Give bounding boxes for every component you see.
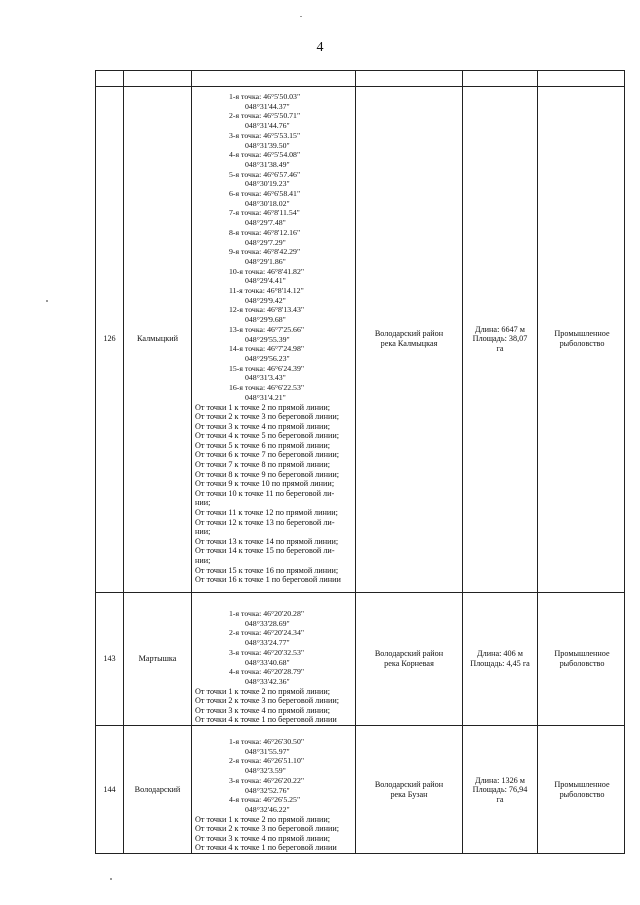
point-longitude: 048°30'18.02" [245,198,290,208]
point-longitude: 048°31'3.43" [245,373,286,383]
point-latitude: 10-я точка: 46°8'41.82" [229,266,305,276]
boundary-line: От точки 3 к точке 4 по прямой линии; [195,705,330,715]
boundary-line: От точки 4 к точке 1 по береговой линии [195,843,337,853]
boundary-line: От точки 10 к точке 11 по береговой ли- [195,488,335,498]
point-latitude: 13-я точка: 46°7'25.66" [229,324,305,334]
row-number: 143 [103,653,116,663]
point-longitude: 048°33'42.36" [245,676,290,686]
boundary-line: От точки 12 к точке 13 по береговой ли- [195,517,335,527]
boundary-line: От точки 4 к точке 5 по береговой линии; [195,431,340,441]
purpose-line: Промышленное [554,648,610,658]
length: Длина: 406 м [477,648,523,658]
point-longitude: 048°32'46.22" [245,804,290,814]
site-boundary-description [195,609,353,725]
boundary-lines-list [195,815,353,853]
boundary-line: От точки 2 к точке 3 по береговой линии; [195,412,340,422]
location [356,86,462,592]
point-longitude: 048°32'52.76" [245,785,290,795]
site-name: Калмыцкий [137,334,178,344]
point-longitude: 048°31'55.97" [245,746,290,756]
area-unit: га [496,794,504,804]
point-latitude: 16-я точка: 46°6'22.53" [229,383,305,393]
point-latitude: 9-я точка: 46°8'42.29" [229,247,301,257]
column-divider [191,71,192,853]
boundary-lines-list [195,403,353,585]
site-boundary-description [195,92,353,585]
boundary-line: От точки 3 к точке 4 по прямой линии; [195,421,330,431]
purpose-line: Промышленное [554,329,610,339]
site-size [463,725,537,855]
point-longitude: 048°29'7.48" [245,218,286,228]
point-latitude: 12-я точка: 46°8'13.43" [229,305,305,315]
boundary-line: От точки 14 к точке 15 по береговой ли- [195,546,335,556]
site-name: Мартышка [138,653,177,663]
point-longitude: 048°31'39.50" [245,140,290,150]
point-longitude: 048°29'55.39" [245,334,290,344]
boundary-line: От точки 1 к точке 2 по прямой линии; [195,402,330,412]
point-longitude: 048°33'28.69" [245,618,290,628]
point-longitude: 048°31'44.37" [245,101,290,111]
area: Площадь: 76,94 [472,785,528,795]
coordinates-list [195,737,353,815]
purpose [538,725,626,855]
point-longitude: 048°31'4.21" [245,392,286,402]
purpose-line: Промышленное [554,780,610,790]
point-latitude: 2-я точка: 46°26'51.10" [229,756,305,766]
site-size [463,592,537,725]
scan-speck [46,300,48,302]
boundary-line: От точки 7 к точке 8 по прямой линии; [195,460,330,470]
point-longitude: 048°29'4.41" [245,276,286,286]
point-longitude: 048°33'24.77" [245,638,290,648]
area-unit: га [496,343,504,353]
point-latitude: 1-я точка: 46°20'20.28" [229,609,305,618]
boundary-line: нии; [195,556,211,565]
boundary-line: От точки 16 к точке 1 по береговой линии [195,575,341,585]
river: река Корневая [384,658,434,668]
boundary-line: нии; [195,498,211,508]
point-longitude: 048°29'9.42" [245,295,286,305]
point-latitude: 1-я точка: 46°5'50.03" [229,92,301,101]
area: Площадь: 4,45 га [470,658,530,668]
purpose-line: рыболовство [559,658,605,668]
boundary-line: От точки 15 к точке 16 по прямой линии; [195,565,339,575]
point-longitude: 048°29'56.23" [245,353,290,363]
fishing-sites-table [95,70,625,854]
boundary-line: От точки 4 к точке 1 по береговой линии [195,715,337,725]
point-latitude: 15-я точка: 46°6'24.39" [229,363,305,373]
site-boundary-description [195,737,353,853]
point-latitude: 3-я точка: 46°5'53.15" [229,130,301,140]
boundary-line: От точки 9 к точке 10 по прямой линии; [195,479,335,489]
point-longitude: 048°31'38.49" [245,159,290,169]
boundary-line: От точки 3 к точке 4 по прямой линии; [195,833,330,843]
purpose [538,592,626,725]
boundary-line: От точки 2 к точке 3 по береговой линии; [195,824,340,834]
river: река Калмыцкая [380,339,438,348]
site-size [463,86,537,592]
point-longitude: 048°29'7.29" [245,237,286,247]
boundary-line: От точки 1 к точке 2 по прямой линии; [195,814,330,824]
length: Длина: 1326 м [475,775,525,785]
boundary-line: От точки 6 к точке 7 по береговой линии; [195,450,340,460]
location [356,592,462,725]
point-latitude: 3-я точка: 46°20'32.53" [229,647,305,657]
site-name: Володарский [134,785,181,795]
point-latitude: 2-я точка: 46°5'50.71" [229,111,301,121]
point-latitude: 1-я точка: 46°26'30.50" [229,737,305,746]
boundary-lines-list [195,687,353,725]
boundary-line: нии; [195,527,211,537]
point-latitude: 11-я точка: 46°8'14.12" [229,286,304,296]
area: Площадь: 38,07 [472,334,528,344]
point-longitude: 048°29'1.86" [245,256,286,266]
point-longitude: 048°29'9.68" [245,315,286,325]
purpose-line: рыболовство [559,790,605,799]
district: Володарский район [374,329,444,339]
boundary-line: От точки 8 к точке 9 по береговой линии; [195,469,340,479]
point-latitude: 6-я точка: 46°6'58.41" [229,189,301,199]
point-longitude: 048°30'19.23" [245,179,290,189]
point-latitude: 8-я точка: 46°8'12.16" [229,227,301,237]
point-latitude: 2-я точка: 46°20'24.34" [229,628,305,638]
boundary-line: От точки 13 к точке 14 по прямой линии; [195,536,339,546]
point-latitude: 7-я точка: 46°8'11.54" [229,208,300,218]
page-number: 4 [316,40,324,55]
coordinates-list [195,92,353,403]
river: река Бузан [390,790,428,799]
point-longitude: 048°31'44.76" [245,121,290,131]
district: Володарский район [374,780,444,790]
length: Длина: 6647 м [475,324,525,334]
point-latitude: 4-я точка: 46°20'28.79" [229,667,305,677]
point-latitude: 14-я точка: 46°7'24.98" [229,344,305,354]
scan-speck [300,16,302,17]
location [356,725,462,855]
purpose [538,86,626,592]
boundary-line: От точки 11 к точке 12 по прямой линии; [195,508,338,518]
purpose-line: рыболовство [559,339,605,348]
boundary-line: От точки 5 к точке 6 по прямой линии; [195,440,330,450]
boundary-line: От точки 1 к точке 2 по прямой линии; [195,686,330,696]
point-latitude: 3-я точка: 46°26'20.22" [229,775,305,785]
point-longitude: 048°32'3.59" [245,766,286,776]
row-number: 144 [103,785,116,795]
scan-speck [110,878,112,880]
point-latitude: 4-я точка: 46°26'5.25" [229,795,301,805]
district: Володарский район [374,648,444,658]
boundary-line: От точки 2 к точке 3 по береговой линии; [195,696,340,706]
coordinates-list [195,609,353,687]
point-latitude: 5-я точка: 46°6'57.46" [229,169,301,179]
point-latitude: 4-я точка: 46°5'54.08" [229,150,301,160]
point-longitude: 048°33'40.68" [245,657,290,667]
row-number: 126 [103,334,116,344]
